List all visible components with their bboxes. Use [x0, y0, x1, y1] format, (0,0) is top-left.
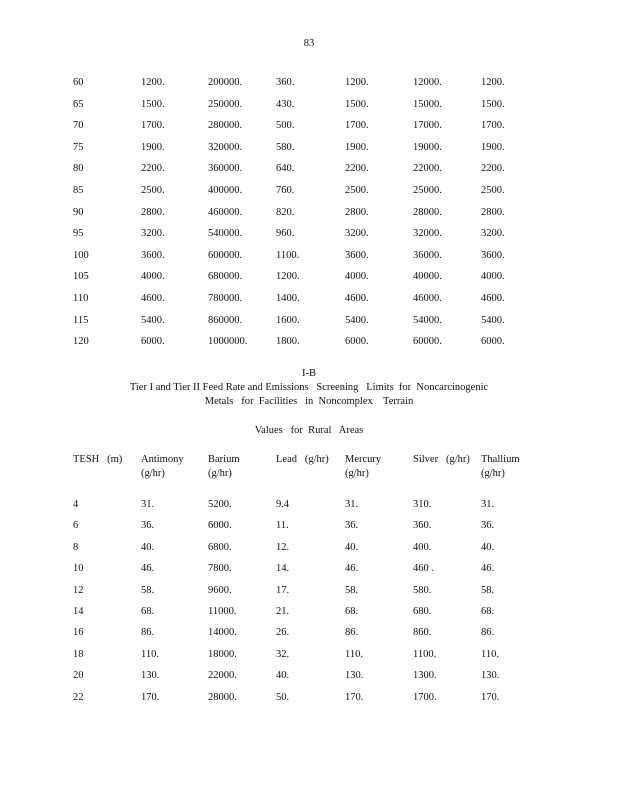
- table-cell: 40.: [276, 670, 290, 682]
- table-row: [0, 142, 618, 156]
- table-cell: 3200.: [345, 228, 369, 240]
- table-cell: 46.: [481, 563, 495, 575]
- table-cell: 46000.: [413, 293, 442, 304]
- table-cell: 1500.: [141, 98, 165, 110]
- table-row: [0, 293, 618, 307]
- table-cell: 780000.: [208, 293, 243, 304]
- table-cell: 580.: [276, 141, 295, 153]
- table-cell: 110.: [141, 648, 159, 660]
- table-row: [0, 99, 618, 113]
- table-cell: 19000.: [413, 141, 442, 153]
- table-cell: 170.: [141, 691, 160, 703]
- table-row: [0, 670, 618, 684]
- table-cell: 5400.: [141, 314, 165, 326]
- table-cell: 360.: [276, 77, 295, 88]
- table-cell: 6000.: [481, 336, 505, 348]
- table-cell: 280000.: [208, 120, 243, 132]
- table-cell: 5400.: [345, 314, 369, 326]
- table-cell: 1700.: [413, 691, 437, 703]
- table-row: [0, 250, 618, 264]
- table-cell: 31.: [481, 499, 495, 510]
- table-row: [0, 692, 618, 706]
- table-cell: 95: [73, 228, 84, 240]
- table-cell: 2200.: [345, 163, 369, 175]
- table-cell: 100: [73, 249, 89, 261]
- table-cell: 31.: [141, 499, 155, 510]
- table-cell: 4600.: [481, 293, 505, 304]
- table-cell: 40.: [481, 541, 495, 553]
- column-header: Lead (g/hr): [276, 454, 329, 465]
- table-cell: 36000.: [413, 249, 442, 261]
- table-cell: 860.: [413, 627, 432, 639]
- table-cell: 31.: [345, 499, 359, 510]
- table-cell: 68.: [345, 606, 359, 617]
- table-cell: 4000.: [481, 271, 505, 283]
- table-cell: 170.: [345, 691, 364, 703]
- table-cell: 5200.: [208, 499, 232, 510]
- table-cell: 90: [73, 206, 84, 218]
- table-row: [0, 649, 618, 663]
- table-row: [0, 336, 618, 350]
- table-cell: 320000.: [208, 141, 243, 153]
- table-cell: 6000.: [345, 336, 369, 348]
- column-header: Thallium (g/hr): [481, 454, 520, 479]
- table-cell: 70: [73, 120, 84, 132]
- table-cell: 310.: [413, 499, 432, 510]
- table-row: [0, 271, 618, 285]
- table-cell: 1100.: [276, 249, 300, 261]
- table-row: [0, 163, 618, 177]
- section-title-line1: Tier I and Tier II Feed Rate and Emissions Screening Limits for Noncarcinogenic: [129, 382, 489, 393]
- table-row: [0, 499, 618, 513]
- table-cell: 21.: [276, 606, 290, 617]
- table-cell: 36.: [345, 520, 359, 532]
- table-row: [0, 606, 618, 620]
- table-cell: 1500.: [345, 98, 369, 110]
- table-cell: 3600.: [481, 249, 505, 261]
- table-cell: 170.: [481, 691, 500, 703]
- table-cell: 820.: [276, 206, 295, 218]
- table-cell: 2500.: [345, 185, 369, 196]
- table-cell: 400.: [413, 541, 432, 553]
- table-cell: 680.: [413, 606, 432, 617]
- table-cell: 1700.: [481, 120, 505, 132]
- table-cell: 6000.: [141, 336, 165, 348]
- table-cell: 68.: [481, 606, 495, 617]
- table-cell: 17000.: [413, 120, 442, 132]
- column-header: Silver (g/hr): [413, 454, 470, 465]
- table-cell: 4600.: [141, 293, 165, 304]
- table-cell: 1900.: [345, 141, 369, 153]
- table-cell: 1100.: [413, 648, 437, 660]
- table-cell: 6000.: [208, 520, 232, 532]
- table-cell: 1900.: [481, 141, 505, 153]
- table-cell: 50.: [276, 691, 290, 703]
- table-row: [0, 520, 618, 534]
- table-cell: 960.: [276, 228, 295, 240]
- table-cell: 32000.: [413, 228, 442, 240]
- table-cell: 1700.: [345, 120, 369, 132]
- table-cell: 18000.: [208, 648, 237, 660]
- section-subtitle: Values for Rural Areas: [254, 425, 364, 436]
- table-cell: 2800.: [141, 206, 165, 218]
- table-cell: 2500.: [141, 185, 165, 196]
- table-row: [0, 563, 618, 577]
- table-cell: 11000.: [208, 606, 237, 617]
- table-cell: 2200.: [141, 163, 165, 175]
- table-cell: 460000.: [208, 206, 243, 218]
- table-row: [0, 627, 618, 641]
- table-cell: 460 .: [413, 563, 434, 575]
- table-cell: 360.: [413, 520, 432, 532]
- table-cell: 20: [73, 670, 84, 682]
- table-cell: 110: [73, 293, 89, 304]
- table-cell: 12: [73, 584, 84, 596]
- table-cell: 12000.: [413, 77, 442, 88]
- table-cell: 3200.: [481, 228, 505, 240]
- table-cell: 400000.: [208, 185, 243, 196]
- table-row: [0, 315, 618, 329]
- table-row: [0, 228, 618, 242]
- table-cell: 1700.: [141, 120, 165, 132]
- table-cell: 640.: [276, 163, 295, 175]
- table-cell: 500.: [276, 120, 295, 132]
- table-cell: 1500.: [481, 98, 505, 110]
- table-cell: 7800.: [208, 563, 232, 575]
- table-cell: 12.: [276, 541, 290, 553]
- table-cell: 1200.: [481, 77, 505, 88]
- page-number: 83: [303, 38, 315, 49]
- table-cell: 2500.: [481, 185, 505, 196]
- table-cell: 1800.: [276, 336, 300, 348]
- table-cell: 25000.: [413, 185, 442, 196]
- column-header: Barium (g/hr): [208, 454, 240, 479]
- section-title-line2: Metals for Facilities in Noncomplex Terrain: [204, 396, 414, 407]
- table-cell: 4600.: [345, 293, 369, 304]
- table-cell: 2800.: [481, 206, 505, 218]
- table-cell: 46.: [141, 563, 155, 575]
- table-cell: 40.: [141, 541, 155, 553]
- table-cell: 36.: [481, 520, 495, 532]
- table-cell: 1200.: [141, 77, 165, 88]
- table-cell: 60000.: [413, 336, 442, 348]
- table-cell: 58.: [141, 584, 155, 596]
- table-cell: 2200.: [481, 163, 505, 175]
- column-header: Mercury (g/hr): [345, 454, 382, 479]
- table-cell: 1200.: [276, 271, 300, 283]
- table-cell: 32.: [276, 648, 290, 660]
- table-cell: 40000.: [413, 271, 442, 283]
- table-cell: 540000.: [208, 228, 243, 240]
- table-cell: 4000.: [345, 271, 369, 283]
- table-cell: 115: [73, 314, 89, 326]
- table-cell: 60: [73, 77, 84, 88]
- table-row: [0, 542, 618, 556]
- table-cell: 1300.: [413, 670, 437, 682]
- table-row: [0, 120, 618, 134]
- table-cell: 65: [73, 98, 84, 110]
- table-row: [0, 77, 618, 91]
- table-cell: 3600.: [141, 249, 165, 261]
- table-cell: 130.: [141, 670, 160, 682]
- table-cell: 9.4: [276, 499, 290, 510]
- table-cell: 22000.: [413, 163, 442, 175]
- table-cell: 10: [73, 563, 84, 575]
- table-cell: 600000.: [208, 249, 243, 261]
- table-cell: 80: [73, 163, 84, 175]
- table-cell: 680000.: [208, 271, 243, 283]
- table-cell: 760.: [276, 185, 295, 196]
- table-cell: 580.: [413, 584, 432, 596]
- table-cell: 86.: [141, 627, 155, 639]
- table-cell: 105: [73, 271, 89, 283]
- table-cell: 14: [73, 606, 84, 617]
- column-header: TESH (m): [73, 454, 123, 465]
- table-cell: 46.: [345, 563, 359, 575]
- table-cell: 130.: [345, 670, 364, 682]
- table-cell: 28000.: [413, 206, 442, 218]
- table-cell: 250000.: [208, 98, 243, 110]
- table-row: [0, 207, 618, 221]
- table-cell: 14.: [276, 563, 290, 575]
- table-cell: 75: [73, 141, 84, 153]
- section-id: I-B: [302, 368, 316, 379]
- table-cell: 3200.: [141, 228, 165, 240]
- table-cell: 4: [73, 499, 79, 510]
- table-cell: 360000.: [208, 163, 243, 175]
- table-cell: 16: [73, 627, 84, 639]
- table-cell: 200000.: [208, 77, 243, 88]
- table-cell: 40.: [345, 541, 359, 553]
- table-cell: 17.: [276, 584, 290, 596]
- table-cell: 11.: [276, 520, 289, 532]
- table-cell: 1000000.: [208, 336, 248, 348]
- table-cell: 1900.: [141, 141, 165, 153]
- table-cell: 4000.: [141, 271, 165, 283]
- table-cell: 58.: [345, 584, 359, 596]
- table-cell: 54000.: [413, 314, 442, 326]
- table-cell: 6: [73, 520, 79, 532]
- table-cell: 1400.: [276, 293, 300, 304]
- table-cell: 110.: [481, 648, 499, 660]
- column-header: Antimony (g/hr): [141, 454, 184, 479]
- table-cell: 68.: [141, 606, 155, 617]
- table-cell: 5400.: [481, 314, 505, 326]
- table-cell: 36.: [141, 520, 155, 532]
- table-cell: 8: [73, 541, 79, 553]
- table-cell: 15000.: [413, 98, 442, 110]
- table-cell: 22: [73, 691, 84, 703]
- table-cell: 6800.: [208, 541, 232, 553]
- table-cell: 2800.: [345, 206, 369, 218]
- table-row: [0, 585, 618, 599]
- table-cell: 860000.: [208, 314, 243, 326]
- table-cell: 3600.: [345, 249, 369, 261]
- table-row: [0, 185, 618, 199]
- table-cell: 28000.: [208, 691, 237, 703]
- table-cell: 26.: [276, 627, 290, 639]
- table-cell: 1200.: [345, 77, 369, 88]
- table-cell: 120: [73, 336, 89, 348]
- table-cell: 9600.: [208, 584, 232, 596]
- table-cell: 110.: [345, 648, 363, 660]
- table-cell: 58.: [481, 584, 495, 596]
- table-cell: 22000.: [208, 670, 237, 682]
- table-cell: 86.: [345, 627, 359, 639]
- table-cell: 130.: [481, 670, 500, 682]
- table-cell: 86.: [481, 627, 495, 639]
- table-cell: 14000.: [208, 627, 237, 639]
- table-cell: 85: [73, 185, 84, 196]
- table-cell: 1600.: [276, 314, 300, 326]
- table-cell: 430.: [276, 98, 295, 110]
- table-cell: 18: [73, 648, 84, 660]
